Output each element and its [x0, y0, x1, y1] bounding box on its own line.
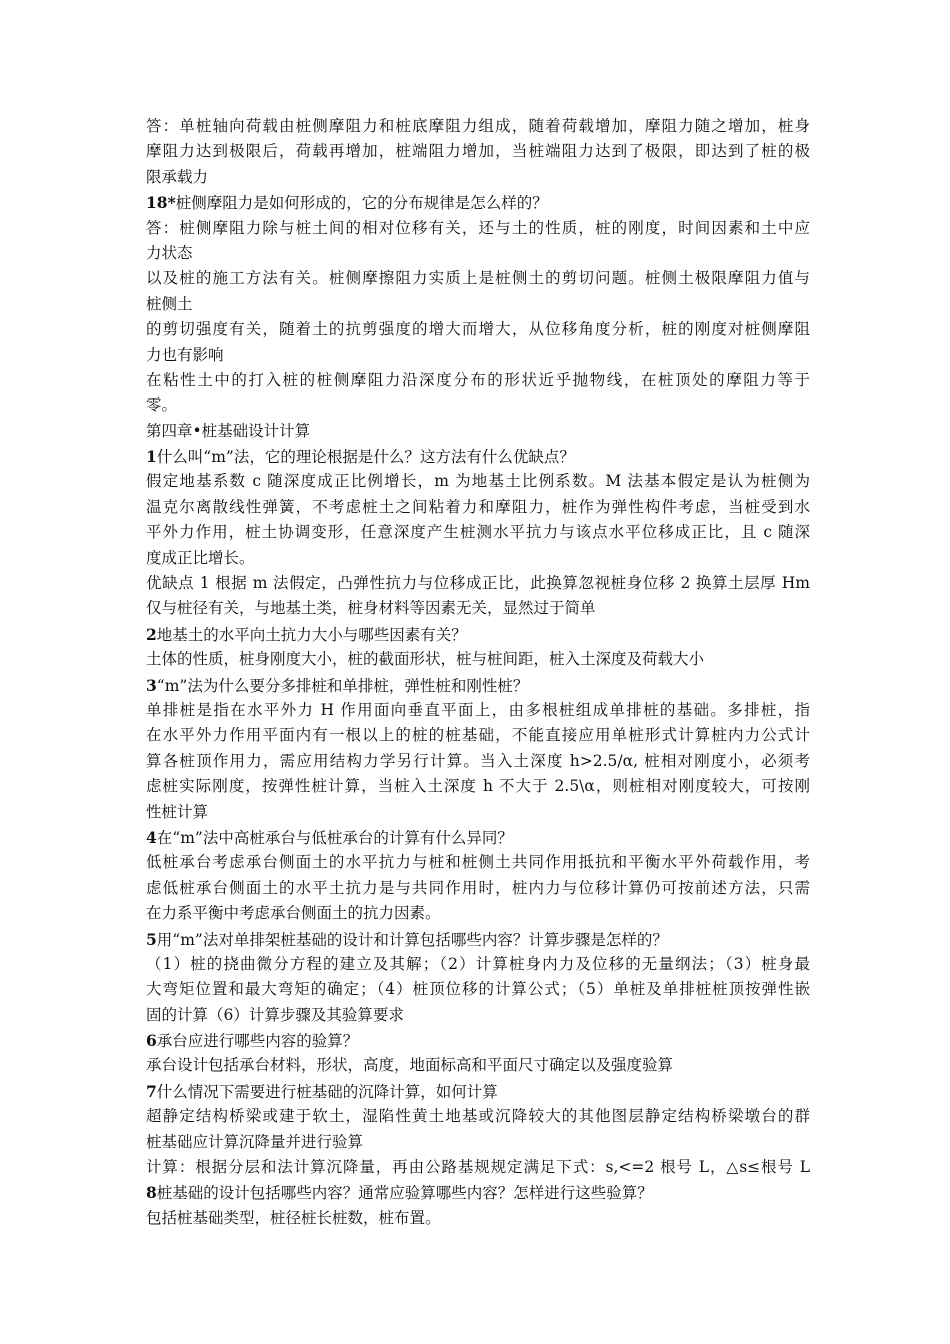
text-line: 计算：根据分层和法计算沉降量，再由公路基规规定满足下式：s,<=2 根号 L，△s≤根号 L — [146, 1158, 810, 1177]
question-text: 承台应进行哪些内容的验算？ — [156, 1032, 359, 1051]
question-number: 8 — [146, 1183, 157, 1203]
text-line: 单排桩是指在水平外力 H 作用面向垂直平面上，由多根桩组成单排桩的基础。多排桩，指 — [146, 700, 810, 719]
question-text: 地基土的水平向土抗力大小与哪些因素有关？ — [156, 625, 467, 644]
question-text: “m”法为什么要分多排桩和单排桩，弹性桩和刚性桩？ — [156, 676, 529, 695]
text-line: 在水平外力作用平面内有一根以上的桩的桩基础，不能直接应用单桩形式计算桩内力公式计 — [146, 726, 810, 745]
question-number: 6 — [146, 1031, 157, 1051]
text-line: 超静定结构桥梁或建于软土，湿陷性黄土地基或沉降较大的其他图层静定结构桥梁墩台的群 — [146, 1107, 810, 1126]
question-number: 4 — [146, 827, 157, 847]
question-text: 什么叫“m”法，它的理论根据是什么？这方法有什么优缺点？ — [156, 448, 575, 467]
question-text: 在“m”法中高桩承台与低桩承台的计算有什么异同？ — [156, 828, 513, 847]
question-heading — [146, 1028, 810, 1053]
text-line: 温克尔离散线性弹簧，不考虑桩土之间粘着力和摩阻力，桩作为弹性构件考虑，当桩受到水 — [146, 497, 810, 516]
question-heading — [146, 1079, 810, 1104]
text-line: 优缺点 1 根据 m 法假定，凸弹性抗力与位移成正比，此换算忽视桩身位移 2 换算土层厚 Hm — [146, 574, 810, 593]
text-line: 力状态 — [146, 243, 193, 262]
question-heading — [146, 622, 810, 647]
text-line: 性桩计算 — [146, 802, 209, 821]
question-heading — [146, 190, 810, 215]
question-number: 1 — [146, 447, 157, 467]
text-line: （1）桩的挠曲微分方程的建立及其解；（2）计算桩身内力及位移的无量纲法；（3）桩身最 — [146, 954, 810, 973]
question-heading — [146, 444, 810, 469]
text-line: 算各桩顶作用力，需应用结构力学另行计算。当入土深度 h>2.5/α, 桩相对刚度小，必须考 — [146, 751, 810, 770]
text-line: 大弯矩位置和最大弯矩的确定；（4）桩顶位移的计算公式；（5）单桩及单排桩桩顶按弹性嵌 — [146, 980, 810, 999]
text-line: 在力系平衡中考虑承台侧面土的抗力因素。 — [146, 904, 441, 923]
text-line: 在粘性土中的打入桩的桩侧摩阻力沿深度分布的形状近乎抛物线，在桩顶处的摩阻力等于 — [146, 370, 810, 389]
text-line: 答：桩侧摩阻力除与桩土间的相对位移有关，还与土的性质，桩的刚度，时间因素和土中应 — [146, 218, 810, 237]
text-line: 固的计算（6）计算步骤及其验算要求 — [146, 1005, 404, 1024]
text-line: 桩基础应计算沉降量并进行验算 — [146, 1132, 364, 1151]
question-number: 7 — [146, 1081, 157, 1101]
text-line: 虑低桩承台侧面土的水平土抗力是与共同作用时，桩内力与位移计算仍可按前述方法，只需 — [146, 878, 810, 897]
question-text: 什么情况下需要进行桩基础的沉降计算，如何计算 — [156, 1082, 498, 1101]
question-heading — [146, 825, 810, 850]
text-line: 的剪切强度有关，随着土的抗剪强度的增大而增大，从位移角度分析，桩的刚度对桩侧摩阻 — [146, 320, 810, 339]
question-number: 2 — [146, 624, 157, 644]
text-line: 低桩承台考虑承台侧面土的水平抗力与桩和桩侧土共同作用抵抗和平衡水平外荷载作用，考 — [146, 853, 810, 872]
text-line: 土体的性质，桩身刚度大小，桩的截面形状，桩与桩间距，桩入土深度及荷载大小 — [146, 650, 705, 669]
question-text: 桩侧摩阻力是如何形成的，它的分布规律是怎么样的？ — [175, 194, 548, 213]
question-text: 用“m”法对单排架桩基础的设计和计算包括哪些内容？计算步骤是怎样的？ — [156, 930, 668, 949]
question-heading — [146, 1180, 810, 1205]
question-heading — [146, 673, 810, 698]
text-line: 包括桩基础类型，桩径桩长桩数，桩布置。 — [146, 1208, 441, 1227]
text-line: 假定地基系数 c 随深度成正比例增长，m 为地基土比例系数。M 法基本假定是认为桩侧为 — [146, 472, 810, 491]
question-number: 5 — [146, 929, 157, 949]
text-line: 虑桩实际刚度，按弹性桩计算，当桩入土深度 h 不大于 2.5\α，则桩相对刚度较大，可按刚 — [146, 777, 810, 796]
text-line: 第四章•桩基础设计计算 — [146, 421, 311, 440]
text-line: 仅与桩径有关，与地基土类，桩身材料等因素无关，显然过于简单 — [146, 599, 596, 618]
question-heading — [146, 927, 810, 952]
text-line: 摩阻力达到极限后，荷载再增加，桩端阻力增加，当桩端阻力达到了极限，即达到了桩的极 — [146, 142, 810, 161]
text-line: 桩侧土 — [146, 294, 193, 313]
text-line: 度成正比增长。 — [146, 548, 255, 567]
text-line: 力也有影响 — [146, 345, 224, 364]
text-line: 答：单桩轴向荷载由桩侧摩阻力和桩底摩阻力组成，随着荷载增加，摩阻力随之增加，桩身 — [146, 117, 810, 135]
text-line: 以及桩的施工方法有关。桩侧摩擦阻力实质上是桩侧土的剪切问题。桩侧土极限摩阻力值与 — [146, 269, 810, 288]
text-line: 限承载力 — [146, 167, 209, 186]
text-line: 平外力作用，桩土协调变形，任意深度产生桩测水平抗力与该点水平位移成正比，且 c 随深 — [146, 523, 810, 542]
text-line: 承台设计包括承台材料，形状，高度，地面标高和平面尺寸确定以及强度验算 — [146, 1056, 674, 1075]
question-number: 3 — [146, 675, 157, 695]
text-line: 零。 — [146, 396, 178, 415]
question-number: 18* — [146, 193, 176, 213]
question-text: 桩基础的设计包括哪些内容？通常应验算哪些内容？怎样进行这些验算？ — [156, 1184, 653, 1203]
document-body — [146, 114, 810, 1231]
